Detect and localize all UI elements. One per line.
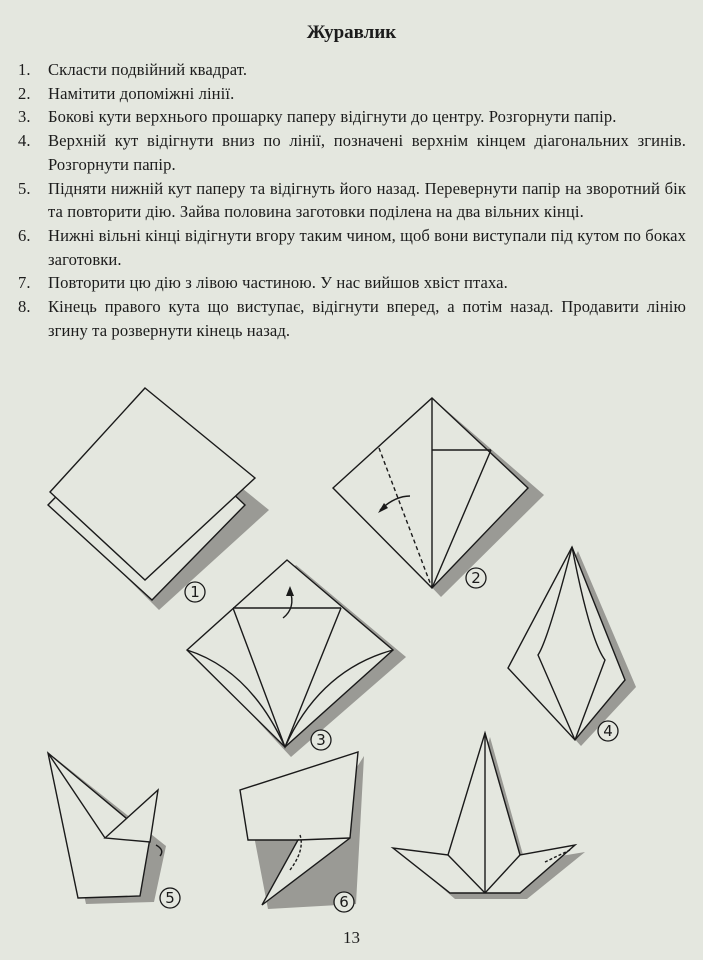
step-number: 1. [18, 60, 31, 79]
figure-7-crane-body [393, 733, 585, 899]
step-text: Бокові кути верхнього прошарку паперу відігнути до центру. Розгорнути папір. [48, 107, 617, 127]
list-item [18, 58, 686, 82]
page-number: 13 [343, 928, 360, 947]
list-item [18, 295, 686, 342]
step-text: Верхній кут відігнути вниз по лінії, позначені верхнім кінцем діагональних згинів. Розгорнути папір. [48, 131, 686, 174]
step-text: Намітити допоміжні лінії. [48, 83, 235, 103]
step-text: Скласти подвійний квадрат. [48, 60, 248, 79]
figure-label: 2 [471, 569, 481, 587]
figure-label: 3 [316, 731, 326, 749]
step-number: 7. [18, 273, 31, 293]
list-item [18, 82, 686, 106]
step-text: Нижні вільні кінці відігнути вгору таким чином, щоб вони виступали під кутом по боках заготовки. [48, 225, 686, 269]
list-item [18, 271, 686, 295]
figure-5-fold-back [48, 753, 166, 904]
figure-1-double-square [48, 388, 269, 610]
instruction-list [18, 58, 686, 342]
step-number: 4. [18, 131, 31, 151]
page-title: Журавлик [306, 22, 397, 43]
step-number: 5. [18, 178, 31, 198]
figure-3-side-corners [187, 560, 406, 757]
step-number: 3. [18, 107, 31, 127]
figure-6-tail-fold [240, 752, 364, 909]
list-item [18, 129, 686, 176]
figure-label: 1 [190, 583, 200, 601]
step-text: Підняти нижній кут паперу та відігнуть його назад. Перевернути папір на зворотний бік та повторити дію. Зайва половина заготовки поділена на два вільних кінці. [48, 178, 686, 222]
figure-label: 4 [603, 722, 613, 740]
step-number: 6. [18, 225, 31, 245]
step-number: 8. [18, 297, 31, 317]
step-text: Кінець правого кута що виступає, відігнути вперед, а потім назад. Продавити лінію згину та розвернути кінець назад. [48, 297, 686, 340]
list-item [18, 105, 686, 129]
list-item [18, 224, 686, 271]
list-item [18, 177, 686, 224]
origami-diagrams [0, 380, 703, 911]
figure-label: 5 [165, 889, 175, 907]
figure-4-kite [508, 547, 636, 746]
figure-2-guide-lines [333, 398, 544, 597]
figure-label: 6 [339, 893, 349, 911]
step-number: 2. [18, 83, 31, 103]
step-text: Повторити цю дію з лівою частиною. У нас вийшов хвіст птаха. [48, 273, 508, 293]
